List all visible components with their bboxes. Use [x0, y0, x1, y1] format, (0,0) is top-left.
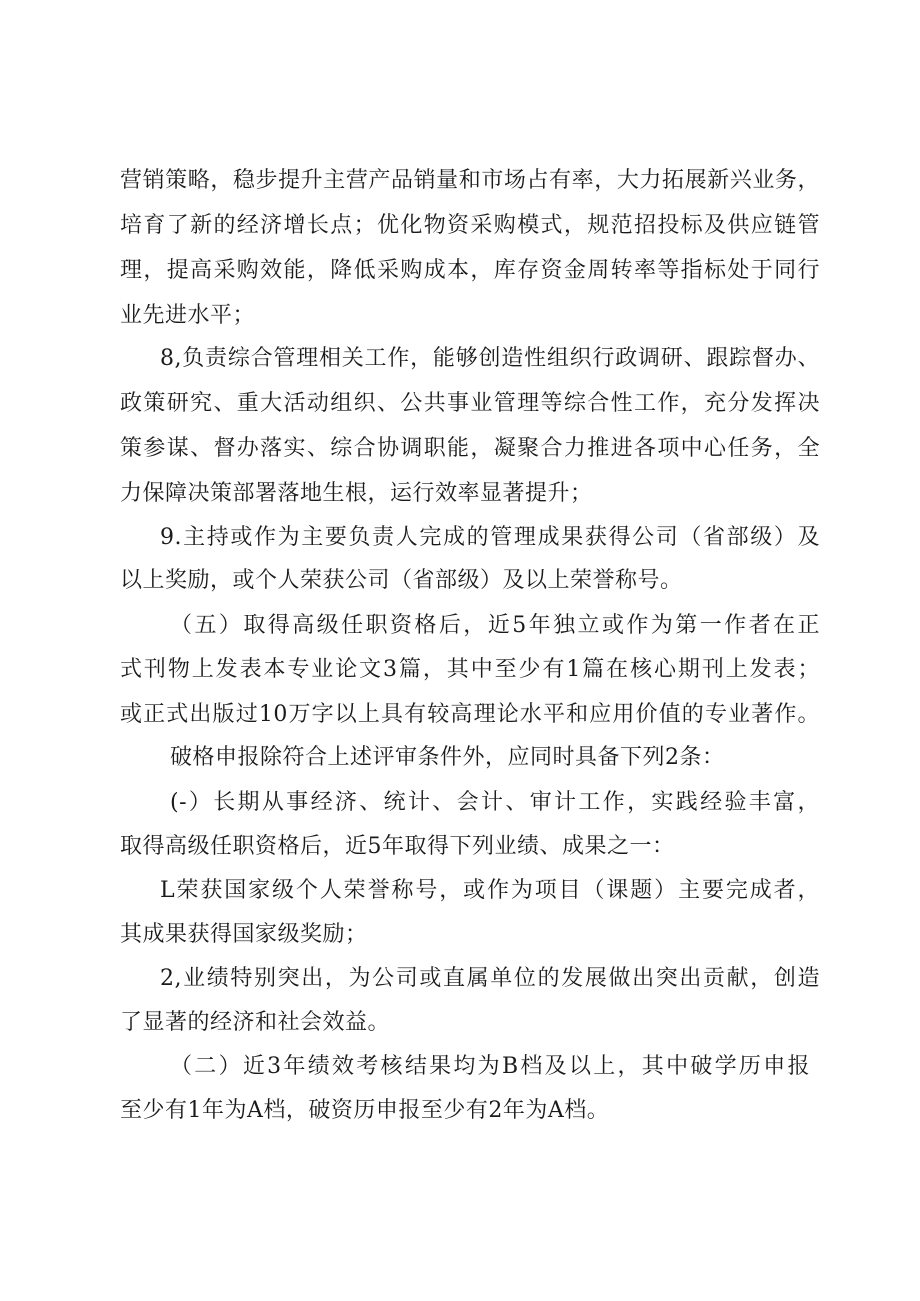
text-line: 政策研究、重大活动组织、公共事业管理等综合性工作，充分发挥决 [120, 391, 820, 416]
text-line: 至少有1年为A档，破资历申报至少有2年为A档。 [120, 1098, 610, 1123]
text-line: 营销策略，稳步提升主营产品销量和市场占有率，大力拓展新兴业务， [120, 168, 820, 193]
text-line: 9.主持或作为主要负责人完成的管理成果获得公司（省部级）及 [160, 525, 820, 550]
text-line: 2,业绩特别突出，为公司或直属单位的发展做出突出贡献，创造 [160, 966, 820, 991]
text-line: L荣获国家级个人荣誉称号，或作为项目（课题）主要完成者， [160, 878, 820, 903]
text-line: 业先进水平； [120, 303, 256, 328]
text-line: 策参谋、督办落实、综合协调职能，凝聚合力推进各项中心任务，全 [120, 436, 820, 461]
text-line: 取得高级任职资格后，近5年取得下列业绩、成果之一： [120, 834, 675, 859]
text-line: （五）取得高级任职资格后，近5年独立或作为第一作者在正 [170, 613, 820, 638]
text-line: 式刊物上发表本专业论文3篇，其中至少有1篇在核心期刊上发表； [120, 657, 820, 682]
text-line: 培育了新的经济增长点；优化物资采购模式，规范招投标及供应链管 [120, 213, 820, 238]
text-line: 破格申报除符合上述评审条件外，应同时具备下列2条： [170, 745, 725, 770]
text-line: 力保障决策部署落地生根，运行效率显著提升； [120, 481, 593, 506]
text-line: 或正式出版过10万字以上具有较高理论水平和应用价值的专业著作。 [120, 702, 820, 727]
text-line: 以上奖励，或个人荣获公司（省部级）及以上荣誉称号。 [120, 568, 683, 593]
text-line: （二）近3年绩效考核结果均为B档及以上，其中破学历申报 [170, 1054, 810, 1079]
text-line: 其成果获得国家级奖励； [120, 922, 368, 947]
text-line: 理，提高采购效能，降低采购成本，库存资金周转率等指标处于同行 [120, 258, 820, 283]
text-line: 8,负责综合管理相关工作，能够创造性组织行政调研、跟踪督办、 [160, 346, 820, 371]
text-line: 了显著的经济和社会效益。 [120, 1010, 391, 1035]
text-line: (-）长期从事经济、统计、会计、审计工作，实践经验丰富， [170, 790, 820, 815]
